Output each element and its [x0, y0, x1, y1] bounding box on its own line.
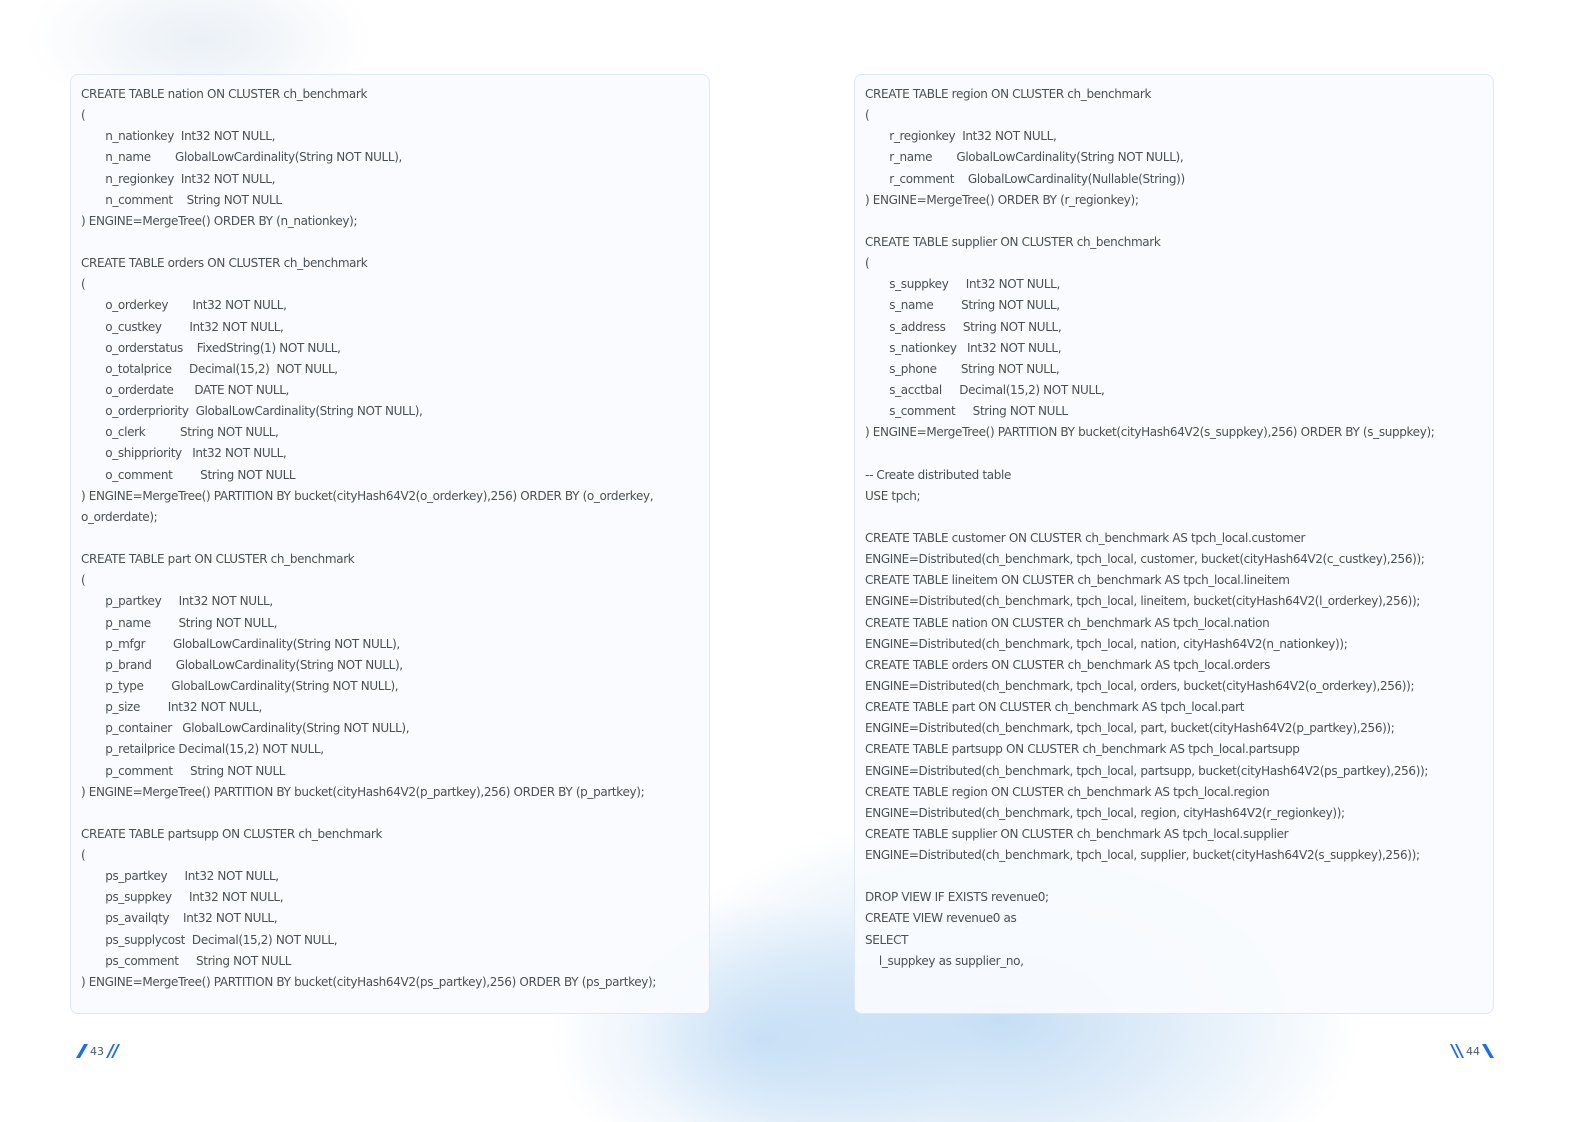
code-line	[81, 528, 709, 549]
code-line: (	[81, 108, 86, 123]
page-number-right	[1450, 1044, 1494, 1058]
page-number-right-text: 44	[1466, 1044, 1480, 1058]
code-line: o_shippriority Int32 NOT NULL,	[81, 446, 287, 461]
code-line: ) ENGINE=MergeTree() ORDER BY (n_nationkey);	[81, 213, 358, 228]
code-line: s_nationkey Int32 NOT NULL,	[865, 340, 1062, 355]
code-line: r_name GlobalLowCardinality(String NOT NULL),	[865, 150, 1184, 165]
code-line: s_acctbal Decimal(15,2) NOT NULL,	[865, 382, 1105, 397]
code-line: ENGINE=Distributed(ch_benchmark, tpch_local, supplier, bucket(cityHash64V2(s_suppkey),256));	[865, 848, 1420, 863]
backslash-icon	[1482, 1044, 1494, 1058]
code-line: s_name String NOT NULL,	[865, 298, 1060, 313]
code-line: ) ENGINE=MergeTree() PARTITION BY bucket(cityHash64V2(p_partkey),256) ORDER BY (p_partkey);	[81, 784, 645, 799]
code-line: p_name String NOT NULL,	[81, 615, 278, 630]
code-line: CREATE TABLE partsupp ON CLUSTER ch_benchmark AS tpch_local.partsupp	[865, 742, 1300, 757]
code-line: SELECT	[865, 932, 909, 947]
code-line: ) ENGINE=MergeTree() ORDER BY (r_regionkey);	[865, 192, 1139, 207]
code-line: DROP VIEW IF EXISTS revenue0;	[865, 890, 1049, 905]
code-line: ENGINE=Distributed(ch_benchmark, tpch_local, partsupp, bucket(cityHash64V2(ps_partkey),256));	[865, 763, 1429, 778]
code-line: (	[865, 108, 870, 123]
code-line: ) ENGINE=MergeTree() PARTITION BY bucket(cityHash64V2(ps_partkey),256) ORDER BY (ps_partkey);	[81, 974, 657, 989]
code-line	[81, 232, 709, 253]
code-line	[81, 803, 709, 824]
code-line: ps_partkey Int32 NOT NULL,	[81, 869, 279, 884]
code-line: s_phone String NOT NULL,	[865, 361, 1060, 376]
code-line: CREATE TABLE region ON CLUSTER ch_benchmark AS tpch_local.region	[865, 784, 1270, 799]
code-line: o_orderstatus FixedString(1) NOT NULL,	[81, 340, 341, 355]
code-line: o_orderdate DATE NOT NULL,	[81, 382, 290, 397]
code-line	[865, 866, 1493, 887]
code-panel-left	[70, 74, 710, 1014]
code-line: -- Create distributed table	[865, 467, 1012, 482]
code-line: ps_comment String NOT NULL	[81, 953, 292, 968]
code-line: o_clerk String NOT NULL,	[81, 425, 279, 440]
code-line: l_suppkey as supplier_no,	[865, 953, 1024, 968]
code-line: s_comment String NOT NULL	[865, 404, 1068, 419]
code-line: ps_availqty Int32 NOT NULL,	[81, 911, 278, 926]
double-backslash-icon	[1450, 1044, 1464, 1058]
code-line: CREATE TABLE customer ON CLUSTER ch_benchmark AS tpch_local.customer	[865, 530, 1306, 545]
code-line: CREATE TABLE lineitem ON CLUSTER ch_benchmark AS tpch_local.lineitem	[865, 573, 1290, 588]
code-line: p_container GlobalLowCardinality(String NOT NULL),	[81, 721, 410, 736]
code-line: CREATE TABLE part ON CLUSTER ch_benchmark AS tpch_local.part	[865, 700, 1245, 715]
slash-icon	[76, 1044, 88, 1058]
code-line: (	[81, 573, 86, 588]
code-line: p_type GlobalLowCardinality(String NOT NULL),	[81, 678, 399, 693]
code-line: r_regionkey Int32 NOT NULL,	[865, 129, 1057, 144]
code-line: ENGINE=Distributed(ch_benchmark, tpch_local, customer, bucket(cityHash64V2(c_custkey),256));	[865, 552, 1425, 567]
code-line: ENGINE=Distributed(ch_benchmark, tpch_local, lineitem, bucket(cityHash64V2(l_orderkey),256));	[865, 594, 1420, 609]
code-line: (	[81, 277, 86, 292]
page-number-left	[76, 1044, 120, 1058]
code-line	[865, 211, 1493, 232]
code-line: CREATE TABLE nation ON CLUSTER ch_benchmark	[81, 87, 368, 101]
code-line: (	[865, 256, 870, 271]
code-line: p_mfgr GlobalLowCardinality(String NOT NULL),	[81, 636, 400, 651]
code-line: p_size Int32 NOT NULL,	[81, 700, 262, 715]
code-line: n_comment String NOT NULL	[81, 192, 282, 207]
code-line: o_orderkey Int32 NOT NULL,	[81, 298, 287, 313]
code-line: o_comment String NOT NULL	[81, 467, 296, 482]
code-line	[865, 443, 1493, 464]
code-line: CREATE TABLE supplier ON CLUSTER ch_benchmark AS tpch_local.supplier	[865, 826, 1289, 841]
code-line: p_retailprice Decimal(15,2) NOT NULL,	[81, 742, 324, 757]
code-line: p_comment String NOT NULL	[81, 763, 286, 778]
code-line: CREATE TABLE supplier ON CLUSTER ch_benchmark	[865, 234, 1161, 249]
code-line: ENGINE=Distributed(ch_benchmark, tpch_local, region, cityHash64V2(r_regionkey));	[865, 805, 1345, 820]
code-panel-right	[854, 74, 1494, 1014]
code-line: ) ENGINE=MergeTree() PARTITION BY bucket(cityHash64V2(s_suppkey),256) ORDER BY (s_suppkey);	[865, 425, 1435, 440]
code-line: (	[81, 848, 86, 863]
code-line: CREATE TABLE orders ON CLUSTER ch_benchmark	[81, 256, 368, 271]
code-line: CREATE VIEW revenue0 as	[865, 911, 1017, 926]
code-line: CREATE TABLE partsupp ON CLUSTER ch_benchmark	[81, 826, 383, 841]
code-line: p_brand GlobalLowCardinality(String NOT NULL),	[81, 657, 403, 672]
code-block-left	[81, 84, 709, 993]
code-line: o_custkey Int32 NOT NULL,	[81, 319, 284, 334]
code-line: CREATE TABLE part ON CLUSTER ch_benchmark	[81, 552, 355, 567]
code-line: n_name GlobalLowCardinality(String NOT NULL),	[81, 150, 402, 165]
code-line: o_orderdate);	[81, 509, 158, 524]
code-line: CREATE TABLE region ON CLUSTER ch_benchmark	[865, 87, 1152, 101]
code-line: n_nationkey Int32 NOT NULL,	[81, 129, 276, 144]
code-line: p_partkey Int32 NOT NULL,	[81, 594, 273, 609]
code-line: s_suppkey Int32 NOT NULL,	[865, 277, 1060, 292]
code-line: ENGINE=Distributed(ch_benchmark, tpch_local, orders, bucket(cityHash64V2(o_orderkey),256));	[865, 678, 1415, 693]
code-line: ps_supplycost Decimal(15,2) NOT NULL,	[81, 932, 338, 947]
double-slash-icon	[106, 1044, 120, 1058]
code-line: CREATE TABLE nation ON CLUSTER ch_benchmark AS tpch_local.nation	[865, 615, 1270, 630]
code-line: s_address String NOT NULL,	[865, 319, 1062, 334]
page-number-left-text: 43	[90, 1044, 104, 1058]
code-line: o_orderpriority GlobalLowCardinality(String NOT NULL),	[81, 404, 423, 419]
code-line: o_totalprice Decimal(15,2) NOT NULL,	[81, 361, 338, 376]
code-line: ) ENGINE=MergeTree() PARTITION BY bucket(cityHash64V2(o_orderkey),256) ORDER BY (o_orderkey,	[81, 488, 654, 503]
code-line: ENGINE=Distributed(ch_benchmark, tpch_local, part, bucket(cityHash64V2(p_partkey),256));	[865, 721, 1395, 736]
code-line: CREATE TABLE orders ON CLUSTER ch_benchmark AS tpch_local.orders	[865, 657, 1271, 672]
code-block-right	[865, 84, 1493, 972]
code-line	[865, 507, 1493, 528]
code-line: ENGINE=Distributed(ch_benchmark, tpch_local, nation, cityHash64V2(n_nationkey));	[865, 636, 1348, 651]
code-line: n_regionkey Int32 NOT NULL,	[81, 171, 276, 186]
code-line: ps_suppkey Int32 NOT NULL,	[81, 890, 284, 905]
code-line: USE tpch;	[865, 488, 921, 503]
code-line: r_comment GlobalLowCardinality(Nullable(String))	[865, 171, 1185, 186]
